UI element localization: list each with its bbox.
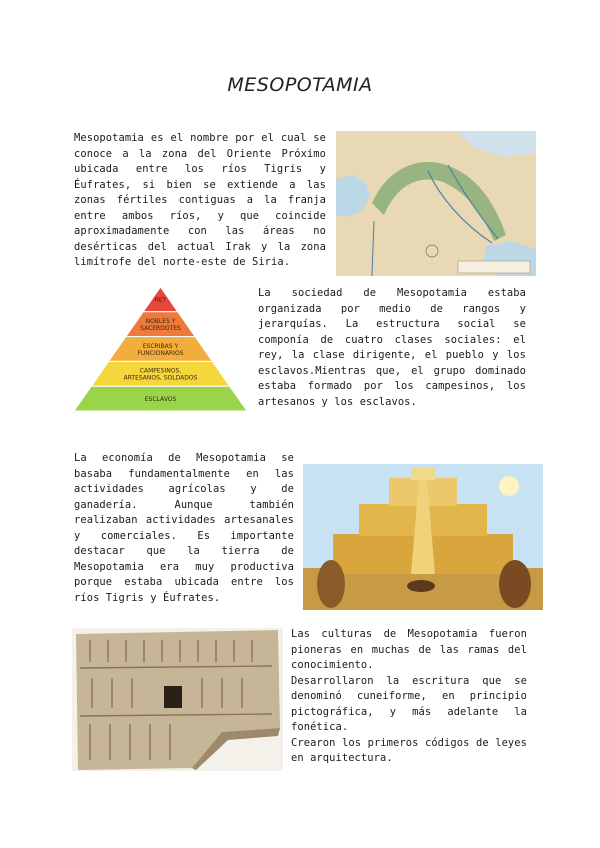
pyramid-level-label: ARTESANOS, SOLDADOS: [123, 374, 198, 382]
page-title: MESOPOTAMIA: [227, 74, 373, 96]
ziggurat-illustration: [303, 464, 543, 610]
ziggurat-shrine: [411, 468, 435, 480]
intro-paragraph: Mesopotamia es el nombre por el cual se conoce a la zona del Oriente Próximo ubicada entre los ríos Tigris y Éufrates, si bien se extiende a las zonas fértiles contiguas a la franja entre ambos ríos, y que coincide aproximadamente con las áreas no desérticas del actual Irak y la zona limítrofe del norte-este de Siria.: [74, 132, 326, 268]
pyramid-level-label: FUNCIONARIOS: [137, 349, 184, 357]
pyramid-level-label: CAMPESINOS,: [139, 367, 182, 375]
ziggurat-figure-right: [499, 560, 531, 608]
pyramid-level-label: REY: [154, 296, 167, 304]
pyramid-level-label: ESCRIBAS Y: [142, 342, 179, 350]
mesopotamia-map-image: [336, 131, 536, 276]
map-legend-box: [458, 261, 530, 273]
social-pyramid-diagram: [73, 285, 248, 413]
society-paragraph: La sociedad de Mesopotamia estaba organizada por medio de rangos y jerarquías. La estructura social se componía de cuatro clases sociales: el rey, la clase dirigente, el pueblo y los esclavos.Mientras que, el grupo dominado estaba formado por los campesinos, los artesanos y los esclavos.: [258, 287, 526, 408]
pyramid-level-label: ESCLAVOS: [144, 395, 177, 403]
ziggurat-oxen: [407, 580, 435, 592]
culture-paragraph-1: Las culturas de Mesopotamia fueron pioneras en muchas de las ramas del conocimiento.: [291, 628, 527, 671]
culture-text-block: [291, 627, 527, 767]
tablet-hole: [164, 686, 182, 708]
culture-paragraph-2: Desarrollaron la escritura que se denominó cuneiforme, en principio pictográfica, y más adelante la fonética.: [291, 674, 527, 733]
pyramid-level-label: NOBLES Y: [145, 318, 176, 325]
ziggurat-sun: [499, 476, 519, 496]
economy-paragraph: La economía de Mesopotamia se basaba fundamentalmente en las actividades agrícolas y de ganadería. Aunque también realizaban actividades artesanales y comerciales. Es importante destacar que la tierra de Mesopotamia era muy productiva porque estaba ubicada entre los ríos Tigris y Éufrates.: [74, 452, 294, 604]
cuneiform-tablet-image: [72, 628, 283, 771]
ziggurat-figure-left: [317, 560, 345, 608]
pyramid-level-label: SACERDOTES: [140, 325, 181, 332]
culture-paragraph-3: Crearon los primeros códigos de leyes en arquitectura.: [291, 736, 527, 764]
